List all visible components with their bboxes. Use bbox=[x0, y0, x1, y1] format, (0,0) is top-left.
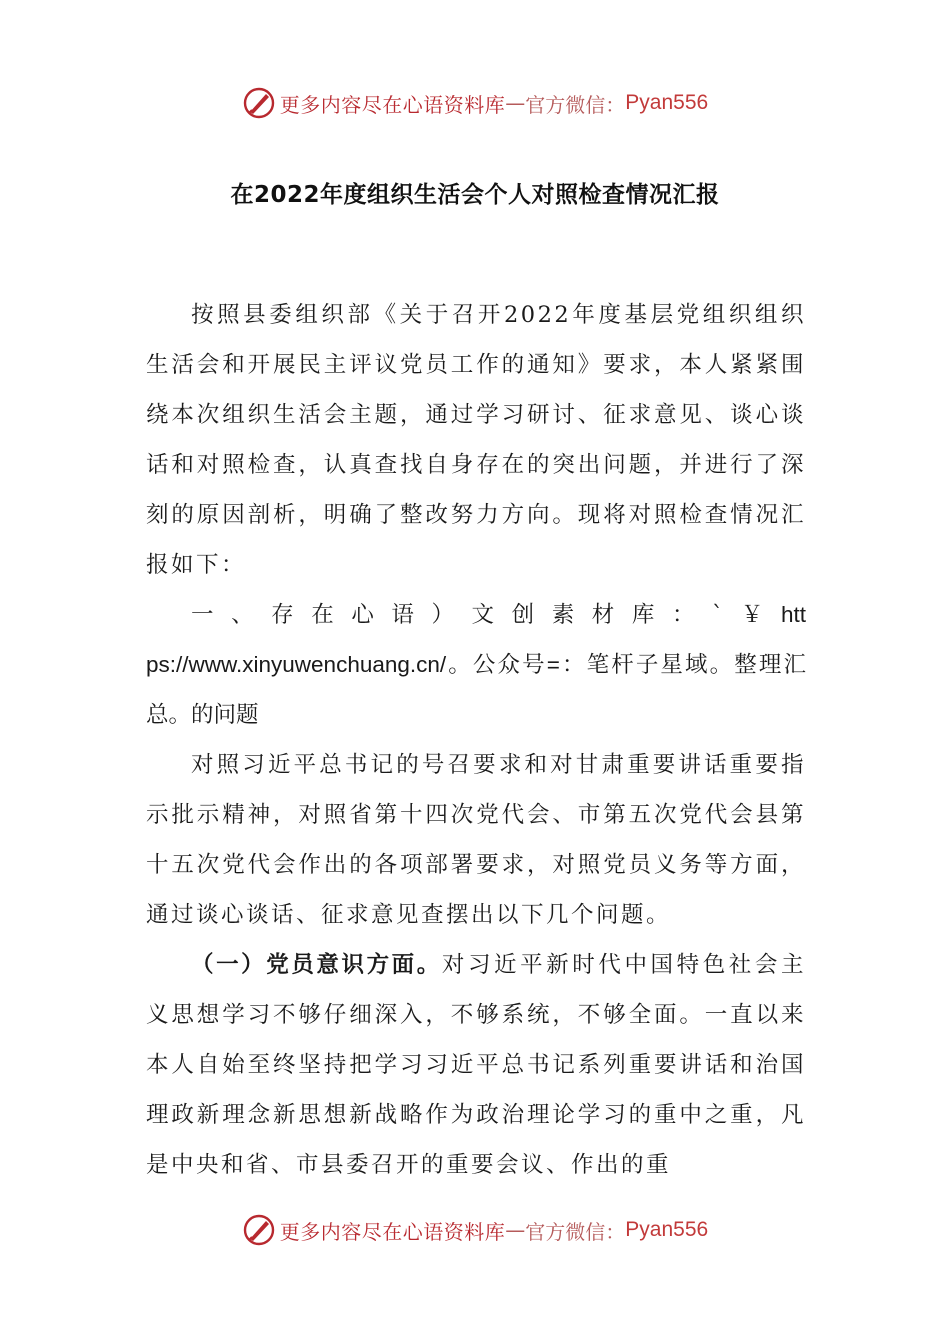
section-heading-prefix: 一、存在心语）文创素材库：`￥ bbox=[191, 602, 781, 628]
section-heading-1 bbox=[146, 590, 806, 740]
section-heading-url: https://www.xinyuwenchuang.cn/ bbox=[146, 602, 806, 677]
document-title: 在2022年度组织生活会个人对照检查情况汇报 bbox=[230, 182, 720, 208]
footer-dash: — bbox=[505, 1218, 526, 1242]
subsection-1-heading: （一）党员意识方面。 bbox=[191, 952, 442, 978]
footer-wechat-id: Pyan556 bbox=[625, 1218, 709, 1241]
header-dash: — bbox=[505, 91, 526, 115]
footer-wechat-label: 官方微信： bbox=[525, 1219, 626, 1244]
header-brand-text: 更多内容尽在心语资料库 bbox=[279, 92, 506, 117]
document-body bbox=[146, 290, 806, 1190]
footer-banner bbox=[0, 1210, 950, 1250]
quill-logo-icon bbox=[242, 86, 276, 120]
subsection-1-body: 对习近平新时代中国特色社会主义思想学习不够仔细深入，不够系统，不够全面。一直以来本人自始至终坚持把学习习近平总书记系列重要讲话和治国理政新理念新思想新战略作为政治理论学习的重中之重，凡是中央和省、市县委召开的重要会议、作出的重 bbox=[146, 952, 806, 1178]
subsection-1 bbox=[146, 940, 806, 1190]
section-heading-suffix: 。公众号=：笔杆子星域。整理汇总。的问题 bbox=[146, 652, 806, 727]
header-banner bbox=[0, 83, 950, 123]
intro-paragraph: 按照县委组织部《关于召开2022年度基层党组织组织生活会和开展民主评议党员工作的通知》要求，本人紧紧围绕本次组织生活会主题，通过学习研讨、征求意见、谈心谈话和对照检查，认真查找自身存在的突出问题，并进行了深刻的原因剖析，明确了整改努力方向。现将对照检查情况汇报如下： bbox=[146, 302, 806, 578]
problem-paragraph: 对照习近平总书记的号召要求和对甘肃重要讲话重要指示批示精神，对照省第十四次党代会、市第五次党代会县第十五次党代会作出的各项部署要求，对照党员义务等方面，通过谈心谈话、征求意见查摆出以下几个问题。 bbox=[146, 752, 806, 928]
quill-logo-icon bbox=[242, 1213, 276, 1247]
header-wechat-id: Pyan556 bbox=[625, 91, 709, 114]
header-wechat-label: 官方微信： bbox=[525, 92, 626, 117]
footer-brand-text: 更多内容尽在心语资料库 bbox=[279, 1219, 506, 1244]
